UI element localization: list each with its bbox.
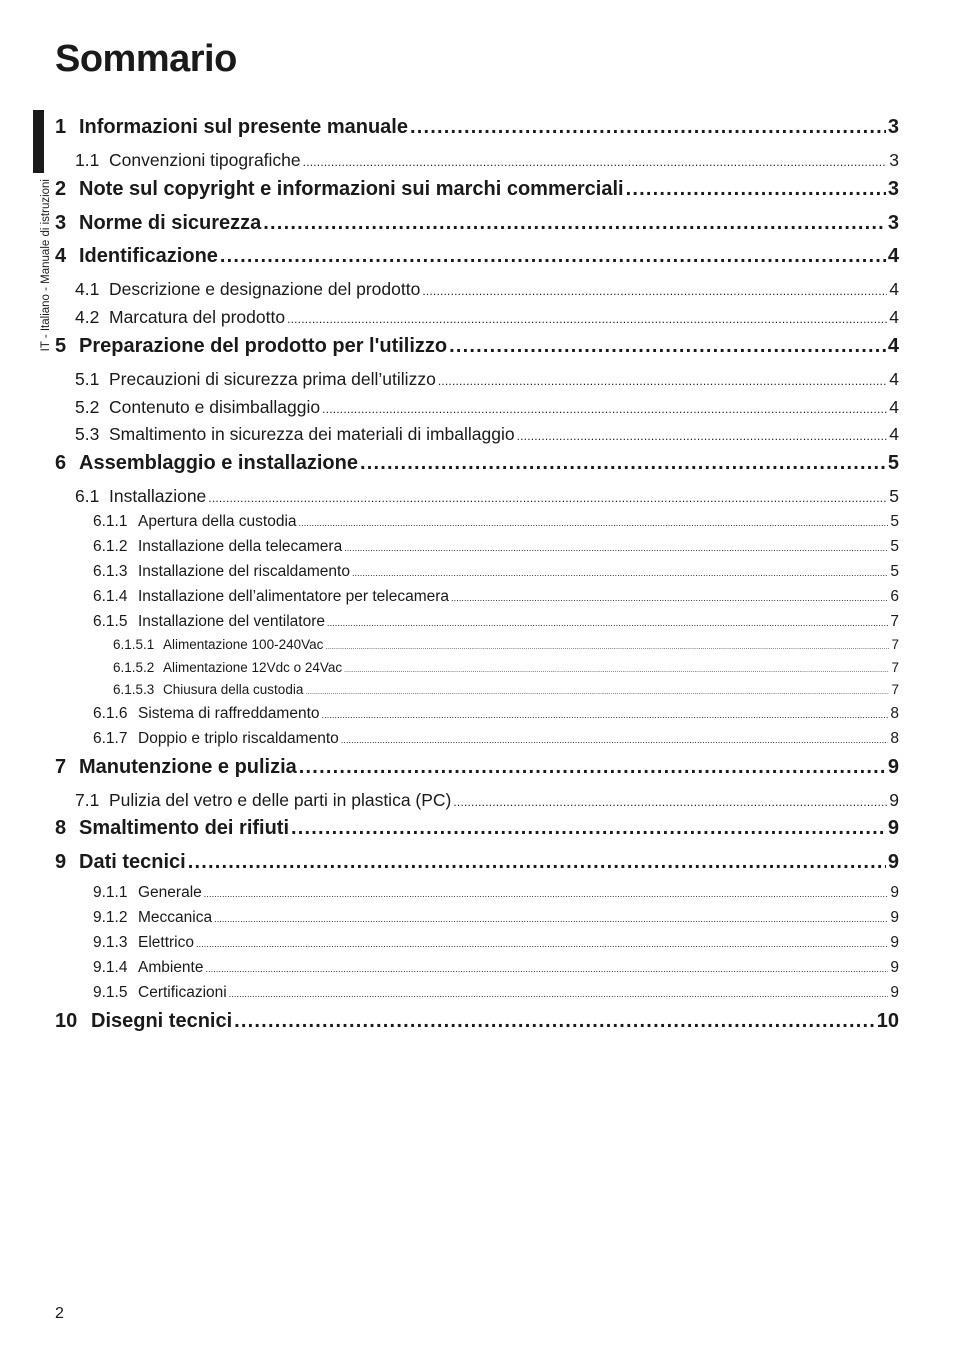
toc-leader-dots [626,178,886,201]
toc-entry-page: 9 [890,934,899,951]
toc-leader-dots [263,212,886,235]
toc-entry-label: Chiusura della custodia [163,682,304,697]
toc-entry[interactable] [55,705,899,723]
toc-entry[interactable] [55,212,899,235]
toc-entry-label: Disegni tecnici [91,1010,233,1032]
toc-entry[interactable] [55,756,899,779]
page-title: Sommario [55,38,237,80]
toc-entry-number: 6.1.5.3 [113,682,155,697]
toc-entry[interactable] [55,1010,899,1033]
toc-entry-number: 9.1.1 [93,884,128,901]
toc-entry-page: 9 [890,959,899,976]
toc-leader-dots [422,284,887,298]
toc-leader-dots [291,817,886,840]
toc-leader-dots [453,795,887,809]
toc-entry[interactable] [55,424,899,445]
toc-entry-page: 9 [887,756,899,778]
toc-entry-label: Installazione dell’alimentatore per telecamera [138,588,450,605]
toc-entry[interactable] [55,984,899,1002]
toc-leader-dots [325,644,889,651]
toc-entry-number: 9 [55,851,67,873]
toc-entry-number: 6.1.2 [93,538,128,555]
side-running-header: IT - Italiano - Manuale di istruzioni [40,179,52,352]
toc-entry-number: 1 [55,116,67,138]
toc-entry-number: 9.1.4 [93,959,128,976]
toc-entry-label: Apertura della custodia [138,513,297,530]
toc-entry-number: 8 [55,817,67,839]
toc-entry-label: Doppio e triplo riscaldamento [138,730,339,747]
toc-leader-dots [234,1010,875,1033]
toc-entry[interactable] [55,513,899,531]
toc-entry[interactable] [55,486,899,507]
toc-entry-label: Ambiente [138,959,204,976]
page-number: 2 [55,1305,64,1322]
toc-leader-dots [322,710,889,720]
toc-entry[interactable] [55,884,899,902]
toc-entry-page: 3 [887,116,899,138]
toc-leader-dots [360,452,886,475]
toc-leader-dots [352,568,888,578]
toc-entry-page: 9 [887,851,899,873]
toc-entry-page: 4 [889,424,899,444]
section-marker-bar [33,110,44,173]
toc-entry-number: 6.1.4 [93,588,128,605]
toc-entry-label: Alimentazione 100-240Vac [163,637,324,652]
toc-entry[interactable] [55,335,899,358]
toc-entry-number: 6.1.6 [93,705,128,722]
toc-entry-label: Installazione della telecamera [138,538,343,555]
toc-entry-label: Smaltimento dei rifiuti [79,817,290,839]
toc-entry-label: Convenzioni tipografiche [109,150,301,170]
toc-entry-number: 4.2 [75,307,100,327]
toc-entry[interactable] [55,538,899,556]
toc-entry[interactable] [55,851,899,874]
toc-entry-page: 5 [890,513,899,530]
toc-entry[interactable] [55,790,899,811]
toc-leader-dots [208,491,887,505]
toc-entry[interactable] [55,682,899,697]
toc-entry-number: 10 [55,1010,78,1032]
toc-entry-page: 7 [891,660,899,675]
toc-leader-dots [229,989,889,999]
toc-entry-number: 6 [55,452,67,474]
toc-entry-label: Precauzioni di sicurezza prima dell’utilizzo [109,369,436,389]
toc-entry-label: Installazione del riscaldamento [138,563,350,580]
toc-leader-dots [341,735,889,745]
toc-entry-label: Manutenzione e pulizia [79,756,297,778]
toc-entry-page: 5 [889,486,899,506]
toc-entry[interactable] [55,909,899,927]
toc-entry-number: 1.1 [75,150,100,170]
toc-entry-label: Identificazione [79,245,218,267]
toc-entry-label: Informazioni sul presente manuale [79,116,408,138]
toc-entry-page: 9 [887,817,899,839]
toc-entry[interactable] [55,150,899,171]
toc-entry-number: 6.1 [75,486,100,506]
toc-leader-dots [410,116,886,139]
toc-entry-page: 7 [891,637,899,652]
toc-entry-page: 9 [889,790,899,810]
toc-entry-page: 9 [890,884,899,901]
toc-leader-dots [188,851,886,874]
toc-leader-dots [299,756,886,779]
toc-entry[interactable] [55,307,899,328]
toc-entry-label: Sistema di raffreddamento [138,705,320,722]
toc-entry-label: Note sul copyright e informazioni sui marchi commerciali [79,178,624,200]
toc-entry-number: 2 [55,178,67,200]
toc-leader-dots [196,939,888,949]
toc-entry-page: 4 [887,245,899,267]
toc-entry-page: 10 [876,1010,899,1032]
toc-entry[interactable] [55,613,899,631]
toc-entry[interactable] [55,959,899,977]
toc-entry[interactable] [55,660,899,675]
toc-entry-number: 9.1.3 [93,934,128,951]
toc-entry-number: 6.1.5 [93,613,128,630]
toc-leader-dots [299,518,889,528]
toc-entry-label: Dati tecnici [79,851,186,873]
toc-entry[interactable] [55,817,899,840]
toc-entry[interactable] [55,178,899,201]
toc-leader-dots [344,543,888,553]
toc-leader-dots [327,618,888,628]
toc-entry-page: 9 [890,984,899,1001]
toc-entry[interactable] [55,588,899,606]
toc-leader-dots [214,914,888,924]
toc-entry-page: 8 [890,730,899,747]
toc-entry[interactable] [55,730,899,748]
toc-entry-number: 5.2 [75,397,100,417]
toc-entry-number: 7 [55,756,67,778]
toc-entry-number: 9.1.2 [93,909,128,926]
toc-entry-label: Assemblaggio e installazione [79,452,358,474]
toc-entry[interactable] [55,452,899,475]
toc-entry-page: 4 [889,397,899,417]
toc-entry-page: 8 [890,705,899,722]
toc-entry-page: 4 [889,279,899,299]
toc-entry-number: 6.1.7 [93,730,128,747]
toc-entry-number: 6.1.5.1 [113,637,155,652]
toc-entry[interactable] [55,116,899,139]
toc-entry[interactable] [55,563,899,581]
toc-leader-dots [287,312,887,326]
toc-entry-label: Smaltimento in sicurezza dei materiali di imballaggio [109,424,515,444]
toc-entry-label: Contenuto e disimballaggio [109,397,321,417]
toc-entry-page: 9 [890,909,899,926]
toc-entry-page: 5 [887,452,899,474]
toc-entry-page: 7 [891,682,899,697]
toc-entry-label: Certificazioni [138,984,227,1001]
toc-entry[interactable] [55,637,899,652]
toc-leader-dots [449,335,886,358]
toc-entry-number: 5.3 [75,424,100,444]
toc-entry-label: Norme di sicurezza [79,212,262,234]
toc-entry-label: Alimentazione 12Vdc o 24Vac [163,660,343,675]
toc-entry-page: 7 [890,613,899,630]
toc-entry-page: 4 [887,335,899,357]
toc-leader-dots [517,429,888,443]
toc-leader-dots [204,889,889,899]
toc-entry[interactable] [55,397,899,418]
toc-entry-page: 4 [889,307,899,327]
toc-leader-dots [205,964,888,974]
toc-leader-dots [220,245,886,268]
toc-entry-number: 7.1 [75,790,100,810]
toc-leader-dots [303,155,888,169]
toc-entry-number: 6.1.5.2 [113,660,155,675]
toc-entry-number: 4.1 [75,279,100,299]
toc-leader-dots [344,667,889,674]
toc-entry-page: 3 [887,178,899,200]
toc-entry-label: Installazione del ventilatore [138,613,325,630]
toc-entry-label: Preparazione del prodotto per l'utilizzo [79,335,448,357]
toc-entry-label: Installazione [109,486,207,506]
toc-entry-label: Generale [138,884,202,901]
toc-leader-dots [305,689,889,696]
toc-leader-dots [322,402,887,416]
toc-entry-page: 4 [889,369,899,389]
toc-leader-dots [438,374,887,388]
toc-entry-page: 5 [890,538,899,555]
toc-entry-label: Descrizione e designazione del prodotto [109,279,421,299]
toc-entry-number: 4 [55,245,67,267]
toc-entry-label: Elettrico [138,934,194,951]
toc-leader-dots [451,593,888,603]
toc-entry[interactable] [55,279,899,300]
toc-entry-number: 5 [55,335,67,357]
toc-entry-page: 5 [890,563,899,580]
toc-entry-label: Pulizia del vetro e delle parti in plastica (PC) [109,790,452,810]
toc-entry-number: 3 [55,212,67,234]
toc-entry-page: 3 [887,212,899,234]
toc-entry-page: 3 [889,150,899,170]
toc-entry[interactable] [55,934,899,952]
toc-entry-label: Marcatura del prodotto [109,307,286,327]
toc-entry-page: 6 [890,588,899,605]
toc-entry[interactable] [55,369,899,390]
toc-entry-number: 9.1.5 [93,984,128,1001]
toc-entry-number: 6.1.1 [93,513,128,530]
toc-entry-number: 6.1.3 [93,563,128,580]
toc-entry[interactable] [55,245,899,268]
toc-entry-number: 5.1 [75,369,100,389]
toc-entry-label: Meccanica [138,909,213,926]
